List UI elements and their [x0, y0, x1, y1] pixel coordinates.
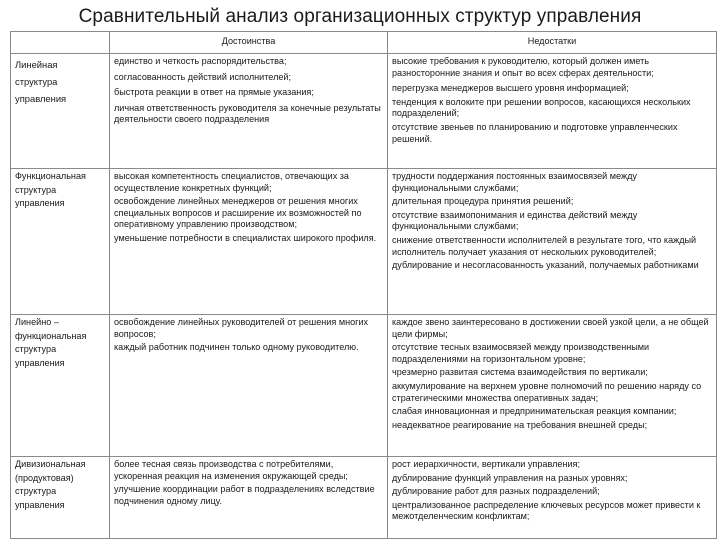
disadvantages-cell: [388, 54, 717, 169]
disadvantage-item: отсутствие взаимопонимания и единства действий между функциональными службами;: [392, 209, 638, 232]
structure-name-line: структура: [15, 76, 58, 88]
disadvantage-item: чрезмерно развитая система взаимодействия по вертикали;: [392, 367, 648, 378]
advantage-item: освобождение линейных менеджеров от решения многих специальных вопросов и расширение их возможностей по оперативному управлению производством;: [114, 196, 362, 230]
table-header-row: [11, 32, 717, 54]
advantage-item: быстрота реакции в ответ на прямые указания;: [114, 87, 314, 98]
structure-name: [11, 54, 110, 169]
table-row: [11, 169, 717, 315]
disadvantage-item: рост иерархичности, вертикали управления;: [392, 459, 581, 469]
disadvantage-item: дублирование и несогласованность указаний, получаемых работниками: [392, 260, 699, 271]
advantage-item: согласованность действий исполнителей;: [114, 71, 292, 82]
disadvantage-item: тенденция к волоките при решении вопросов, касающихся нескольких подразделений;: [392, 96, 691, 119]
advantage-item: каждый работник подчинен только одному руководителю.: [114, 342, 359, 353]
advantage-item: улучшение координации работ в подразделениях вследствие подчинения одному лицу.: [114, 484, 375, 506]
structure-name-line: управления: [15, 93, 67, 105]
header-structure: [11, 32, 110, 54]
structure-name: [11, 315, 110, 457]
table-row: [11, 54, 717, 169]
advantage-item: освобождение линейных руководителей от решения многих вопросов;: [114, 317, 369, 339]
structure-name-line: структура: [15, 184, 57, 195]
table-row: [11, 457, 717, 539]
disadvantage-item: высокие требования к руководителю, который должен иметь разносторонние знания и опыт во всех сферах деятельности;: [392, 56, 654, 78]
disadvantage-item: централизованное распределение ключевых ресурсов может привести к межотделенческим конфликтам;: [392, 499, 701, 522]
advantage-item: более тесная связь производства с потребителями, ускоренная реакция на изменения окружающей среды;: [114, 459, 348, 481]
disadvantage-item: слабая инновационная и предпринимательская реакция компании;: [392, 406, 677, 417]
structure-name-line: Линейная: [15, 59, 58, 70]
structure-name-line: структура: [15, 486, 57, 497]
advantage-item: личная ответственность руководителя за конечные результаты деятельности своего подразделения: [114, 102, 381, 125]
disadvantage-item: дублирование функций управления на разных уровнях;: [392, 472, 628, 483]
page-title: Сравнительный анализ организационных структур управления: [78, 6, 642, 27]
advantage-item: высокая компетентность специалистов, отвечающих за осуществление конкретных функций;: [114, 171, 349, 193]
structure-name: [11, 457, 110, 539]
structure-name-line: Дивизиональная: [15, 459, 86, 469]
disadvantage-item: отсутствие звеньев по планированию и подготовке управленческих решений.: [392, 121, 678, 144]
structure-name-line: управления: [15, 357, 65, 368]
advantages-cell: [110, 169, 388, 315]
comparison-table: [10, 31, 717, 539]
disadvantage-item: отсутствие тесных взаимосвязей между производственными подразделениями на горизонтальном уровне;: [392, 342, 650, 364]
disadvantage-item: длительная процедура принятия решений;: [392, 196, 574, 207]
disadvantages-cell: [388, 315, 717, 457]
structure-name-line: Линейно –: [15, 317, 59, 327]
advantages-cell: [110, 457, 388, 539]
disadvantages-cell: [388, 169, 717, 315]
header-advantages: Достоинства: [110, 32, 388, 54]
disadvantage-item: снижение ответственности исполнителей в результате того, что каждый исполнитель получает указания от нескольких руководителей;: [392, 234, 697, 257]
structure-name-line: управления: [15, 499, 65, 510]
header-disadvantages: Недостатки: [388, 32, 717, 54]
structure-name-line: Функциональная: [15, 171, 86, 181]
table-row: [11, 315, 717, 457]
disadvantage-item: каждое звено заинтересовано в достижении своей узкой цели, а не общей цели фирмы;: [392, 317, 709, 339]
structure-name-line: (продуктовая): [15, 472, 74, 483]
structure-name-line: управления: [15, 198, 65, 209]
structure-name-line: функциональная: [15, 330, 87, 341]
advantage-item: единство и четкость распорядительства;: [114, 56, 287, 66]
advantages-cell: [110, 54, 388, 169]
advantage-item: уменьшение потребности в специалистах широкого профиля.: [114, 232, 377, 243]
disadvantage-item: трудности поддержания постоянных взаимосвязей между функциональными службами;: [392, 171, 637, 193]
disadvantage-item: аккумулирование на верхнем уровне полномочий по решению наряду со стратегическими множества оперативных задач;: [392, 380, 702, 403]
disadvantage-item: перегрузка менеджеров высшего уровня информацией;: [392, 83, 629, 94]
disadvantage-item: неадекватное реагирование на требования внешней среды;: [392, 419, 648, 430]
disadvantage-item: дублирование работ для разных подразделений;: [392, 486, 600, 497]
structure-name: [11, 169, 110, 315]
advantages-cell: [110, 315, 388, 457]
structure-name-line: структура: [15, 344, 57, 355]
disadvantages-cell: [388, 457, 717, 539]
